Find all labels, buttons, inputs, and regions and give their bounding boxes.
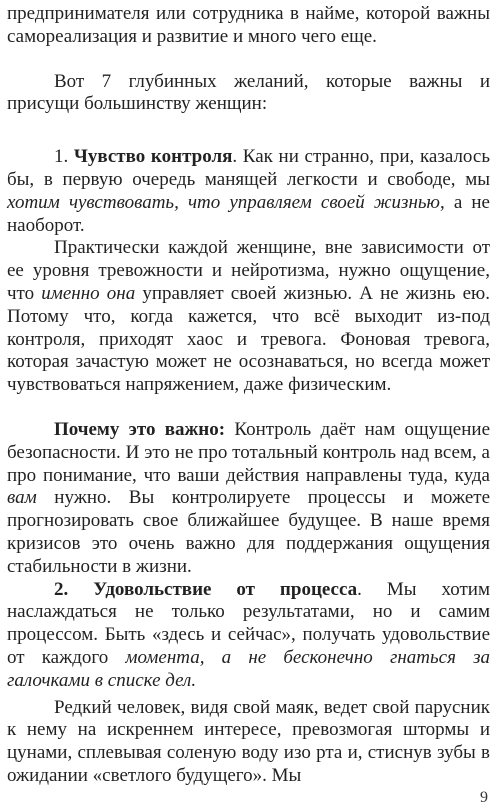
paragraph-lighthouse <box>7 697 490 788</box>
paragraph-seven-desires-intro <box>7 71 490 117</box>
paragraph-intro-continuation <box>7 3 490 49</box>
paragraph-text: Вот 7 глубинных желаний, которые важны и присущи большинству женщин: <box>7 70 490 115</box>
paragraph-text: Практически каждой женщине, вне зависимости от ее уровня тревожности и нейротизма, нужно ощущение, что <box>7 237 490 304</box>
paragraph-text: Редкий человек, видя свой маяк, ведет свой парусник к нему на искреннем интересе, превозмогая штормы и цунами, сплевывая соленую воду изо рта и, стиснув зубы в ожидании «светлого будущего». Мы <box>7 696 490 786</box>
paragraph-text: . Мы хотим наслаждаться не только результатами, но и самим процессом. Быть «здесь и сейчас», получать удовольствие от каждого <box>7 578 491 668</box>
paragraph-text: предпринимателя или сотрудника в найме, которой важны самореализация и развитие и много чего еще. <box>7 3 490 47</box>
paragraph-control-explanation <box>7 237 490 397</box>
desire-title: Удовольствие от процесса <box>93 578 358 600</box>
paragraph-text: . Как ни странно, при, казалось бы, в первую очередь манящей легкости и свободе, мы <box>7 146 490 190</box>
paragraph-why-important <box>7 419 490 579</box>
paragraph-text: Контроль даёт нам ощущение безопасности. И это не про тотальный контроль над всем, а про понимание, что ваши действия направлены туда, куда <box>7 418 491 486</box>
emphasis-text: именно она <box>41 282 136 304</box>
paragraph-text: управляет своей жизнью. А не жизнь ею. Потому что, когда кажется, что всё выходит из-под контроля, приходят хаос и тревога. Фоновая тревога, которая зачастую может не осознаваться, но всегда может чувствоваться напряжением, даже физическим. <box>7 282 490 396</box>
paragraph-text: нужно. Вы контролируете процессы и можете прогнозировать свое ближайшее будущее. В наше время кризисов это очень важно для поддержания ощущения стабильности в жизни. <box>7 487 490 577</box>
list-number: 1. <box>54 146 74 168</box>
emphasis-text: хотим чувствовать, что управляем своей жизнью <box>7 191 440 213</box>
list-number: 2. <box>54 578 94 600</box>
paragraph-desire-2-heading <box>7 579 490 693</box>
emphasis-text: вам <box>7 487 37 509</box>
desire-title: Чувство контроля <box>73 146 233 168</box>
emphasis-text: момента, а не бесконечно гнаться за галочками в списке дел. <box>7 646 491 691</box>
subheading-label: Почему это важно: <box>54 418 226 440</box>
paragraph-text: , а не наоборот. <box>7 191 490 236</box>
paragraph-desire-1-heading <box>7 146 490 237</box>
page-number: 9 <box>480 789 488 806</box>
